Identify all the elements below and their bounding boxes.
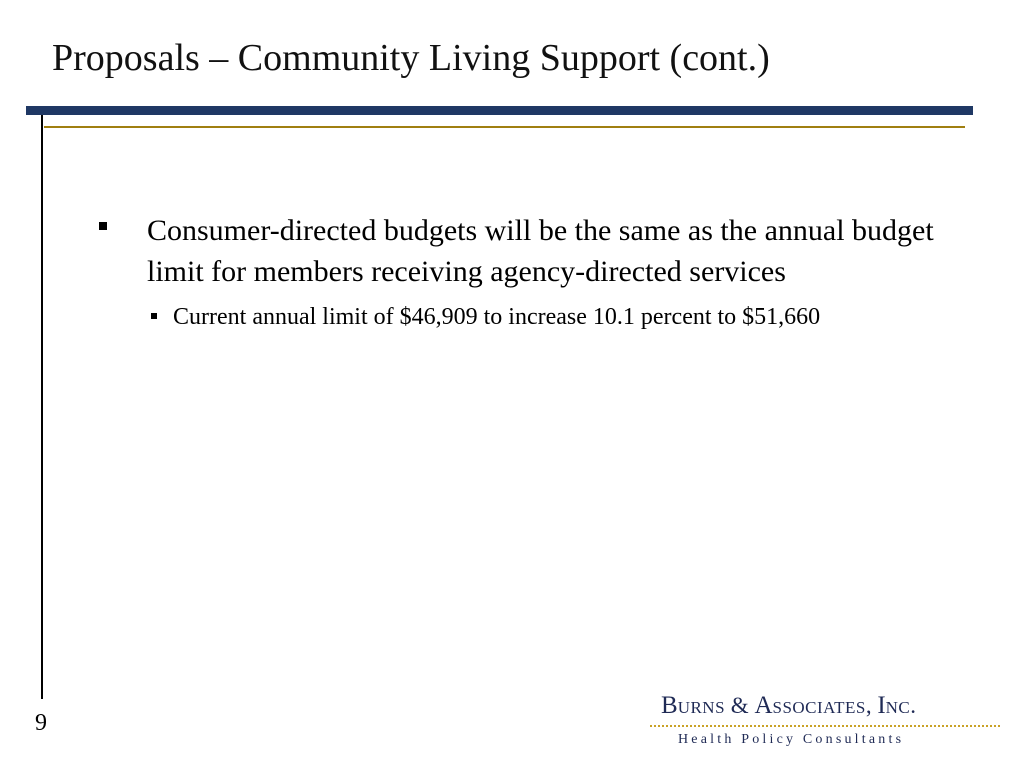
small-square-bullet-icon	[151, 313, 157, 319]
company-logo	[650, 690, 1002, 752]
sub-bullet-item: Current annual limit of $46,909 to increase 10.1 percent to $51,660	[173, 304, 821, 330]
page-number: 9	[35, 710, 47, 736]
square-bullet-icon	[99, 222, 107, 230]
left-vertical-rule	[41, 115, 43, 699]
header-navy-rule	[26, 106, 973, 115]
logo-dotted-rule	[650, 725, 1000, 727]
header-gold-rule	[44, 126, 965, 128]
logo-wordmark: BURNS & ASSOCIATES, INC.	[661, 692, 917, 719]
logo-tagline: Health Policy Consultants	[678, 732, 905, 747]
slide-title: Proposals – Community Living Support (cont.)	[52, 37, 770, 79]
bullet-item: Consumer-directed budgets will be the same as the annual budget limit for members receiving agency-directed services	[147, 214, 934, 288]
